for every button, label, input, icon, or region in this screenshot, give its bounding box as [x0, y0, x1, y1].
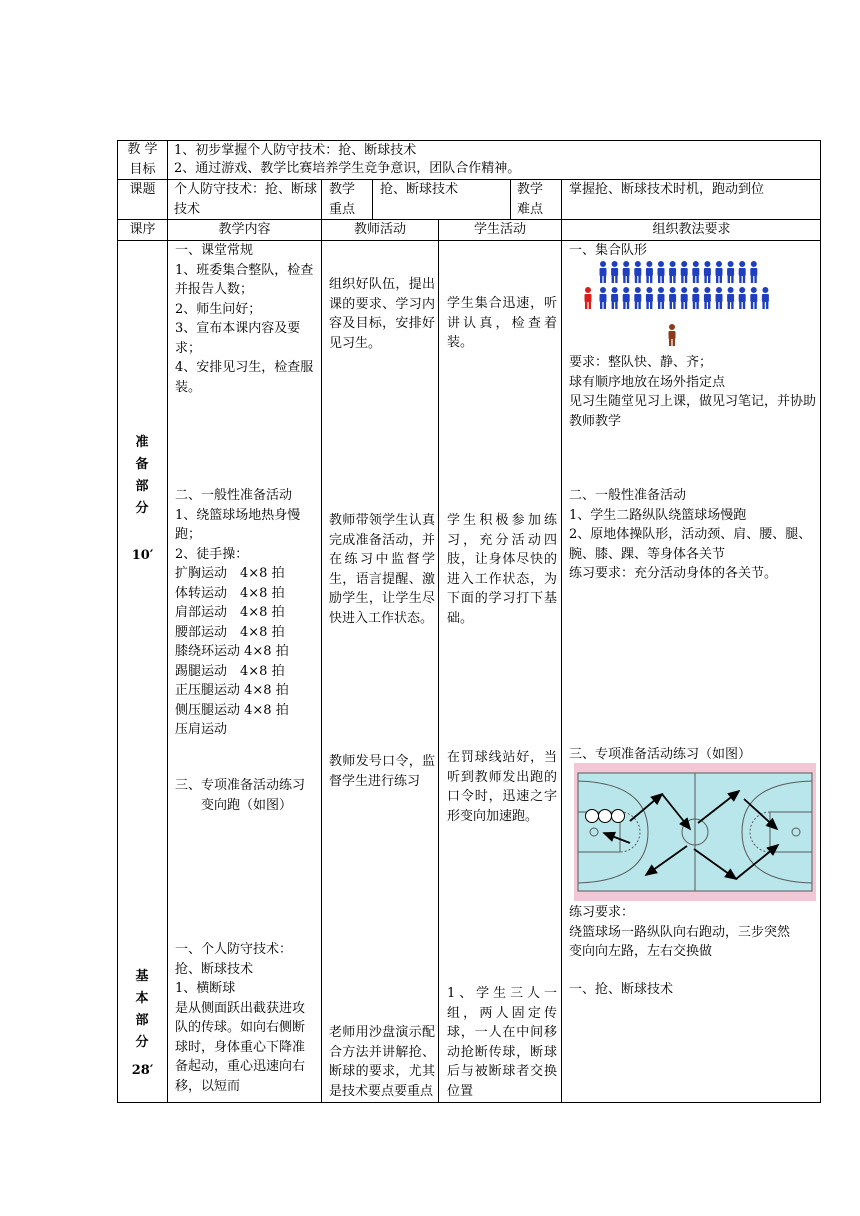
topic-text: 个人防守技术：抢、断球技术 — [174, 182, 318, 217]
student-icon — [623, 261, 630, 283]
col-divider — [561, 179, 562, 1103]
col-divider — [510, 179, 511, 219]
student-icon — [750, 261, 757, 283]
header-sequence: 课序 — [129, 222, 156, 237]
student-icon — [739, 287, 746, 309]
prep-content-routine: 一、课堂常规 1、班委集合整队，检查并报告人数； 2、师生问好； 3、宣布本课内容及要求； 4、安排见习生，检查服装。 — [175, 243, 314, 395]
prep-teacher-special: 教师发号口令，监督学生进行练习 — [329, 754, 435, 789]
student-icon — [669, 261, 676, 283]
student-icon — [658, 261, 665, 283]
student-row-1 — [600, 261, 758, 283]
student-icon — [716, 287, 723, 309]
method-formation-requirements: 要求：整队快、静、齐； 球有顺序地放在场外指定点 见习生随堂见习上课，做见习笔记，并协助教师教学 — [569, 355, 817, 429]
student-icon — [634, 287, 641, 309]
student-icon — [704, 261, 711, 283]
method-warmup: 二、一般性准备活动 1、学生二路纵队绕篮球场慢跑 2、原地体操队形，活动颈、肩、腰、腿、腕、膝、踝、等身体各关节 练习要求：充分活动身体的各关节。 — [569, 488, 812, 581]
method-formation-title: 一、集合队形 — [569, 243, 648, 258]
header-student: 学生活动 — [473, 222, 526, 237]
student-icon — [623, 287, 630, 309]
objective-1: 1、初步掌握个人防守技术：抢、断球技术 — [174, 143, 417, 158]
student-icon — [600, 287, 607, 309]
objectives-label: 教 学 目标 — [127, 142, 158, 177]
student-row-2 — [600, 287, 769, 309]
student-icon — [681, 261, 688, 283]
prep-student-routine: 学生集合迅速，听讲认真，检查着装。 — [447, 296, 557, 350]
student-icon — [716, 261, 723, 283]
court-diagram — [574, 763, 816, 901]
teacher-icon — [669, 324, 676, 346]
student-icon — [646, 261, 653, 283]
header-content: 教学内容 — [218, 222, 271, 237]
method-special-title: 三、专项准备活动练习（如图） — [569, 747, 752, 762]
student-icon — [669, 287, 676, 309]
student-icon — [762, 287, 769, 309]
student-icon — [600, 261, 607, 283]
prep-student-special: 在罚球线站好，当听到教师发出跑的口令时，迅速之字形变向加速跑。 — [447, 750, 557, 824]
student-icon — [692, 287, 699, 309]
header-teacher: 教师活动 — [353, 222, 406, 237]
student-icon — [750, 287, 757, 309]
student-icon — [658, 287, 665, 309]
basic-section-label: 基 本 部 分 — [135, 969, 149, 1050]
col-divider — [438, 219, 439, 1103]
student-icon — [646, 287, 653, 309]
prep-content-special: 三、专项准备活动练习 变向跑（如图） — [175, 778, 306, 813]
basic-content: 一、个人防守技术：抢、断球技术 1、横断球 是从侧面跃出截获进攻队的传球。如向右侧断球时，身体重心下降准备起动，重心迅速向右移，以短而 — [175, 942, 306, 1094]
header-method: 组织教法要求 — [652, 222, 731, 237]
student-icon — [692, 261, 699, 283]
prep-teacher-routine: 组织好队伍，提出课的要求、学习内容及目标，安排好见习生。 — [329, 277, 435, 351]
basic-teacher: 老师用沙盘演示配合方法并讲解抢、断球的要求，尤其是技术要点要重点 — [329, 1025, 435, 1099]
student-icon — [727, 261, 734, 283]
difficulty-text: 掌握抢、断球技术时机，跑动到位 — [569, 182, 765, 197]
trainee-icon — [585, 287, 592, 309]
prep-content-warmup: 二、一般性准备活动 1、绕篮球场地热身慢跑； 2、徒手操： 扩胸运动 4×8 拍 体转运动 4×8 拍 肩部运动 4×8 拍 腰部运动 4×8 拍 膝绕环运动 4×8 拍 踢腿运动 4×8 拍 正压腿运动 4×8 拍 侧压腿运动 4×8 拍 压肩运动 — [175, 488, 301, 737]
method-special-requirements: 练习要求： 绕篮球场一路纵队向右跑动，三步突然 变向向左路，左右交换做 — [569, 905, 791, 959]
student-icon — [634, 261, 641, 283]
student-icon — [727, 287, 734, 309]
col-divider — [372, 179, 373, 219]
col-divider — [321, 179, 322, 1103]
prep-teacher-warmup: 教师带领学生认真完成准备活动，并在练习中监督学生，语言提醒、激励学生，让学生尽快进入工作状态。 — [329, 513, 435, 626]
prep-duration: 10′ — [131, 548, 154, 563]
student-icon — [681, 287, 688, 309]
prep-section-label: 准 备 部 分 — [135, 435, 149, 516]
difficulty-label: 教学 难点 — [517, 182, 544, 217]
student-icon — [739, 261, 746, 283]
student-icon — [704, 287, 711, 309]
objective-2: 2、通过游戏、教学比赛培养学生竞争意识，团队合作精神。 — [174, 161, 521, 176]
student-icon — [611, 287, 618, 309]
runner-markers — [586, 810, 625, 823]
basic-method: 一、抢、断球技术 — [569, 982, 674, 997]
key-point-text: 抢、断球技术 — [380, 182, 459, 197]
student-icon — [611, 261, 618, 283]
topic-label: 课题 — [129, 182, 156, 197]
basic-duration: 28′ — [131, 1063, 154, 1078]
prep-student-warmup: 学生积极参加练习，充分活动四肢，让身体尽快的进入工作状态，为下面的学习打下基础。 — [447, 513, 557, 626]
key-point-label: 教学 重点 — [329, 182, 356, 217]
basic-student: 1、学生三人一组，两人固定传球，一人在中间移动抢断传球，断球后与被断球者交换位置 — [447, 986, 557, 1099]
col-divider — [167, 140, 168, 1103]
formation-diagram — [576, 260, 776, 352]
